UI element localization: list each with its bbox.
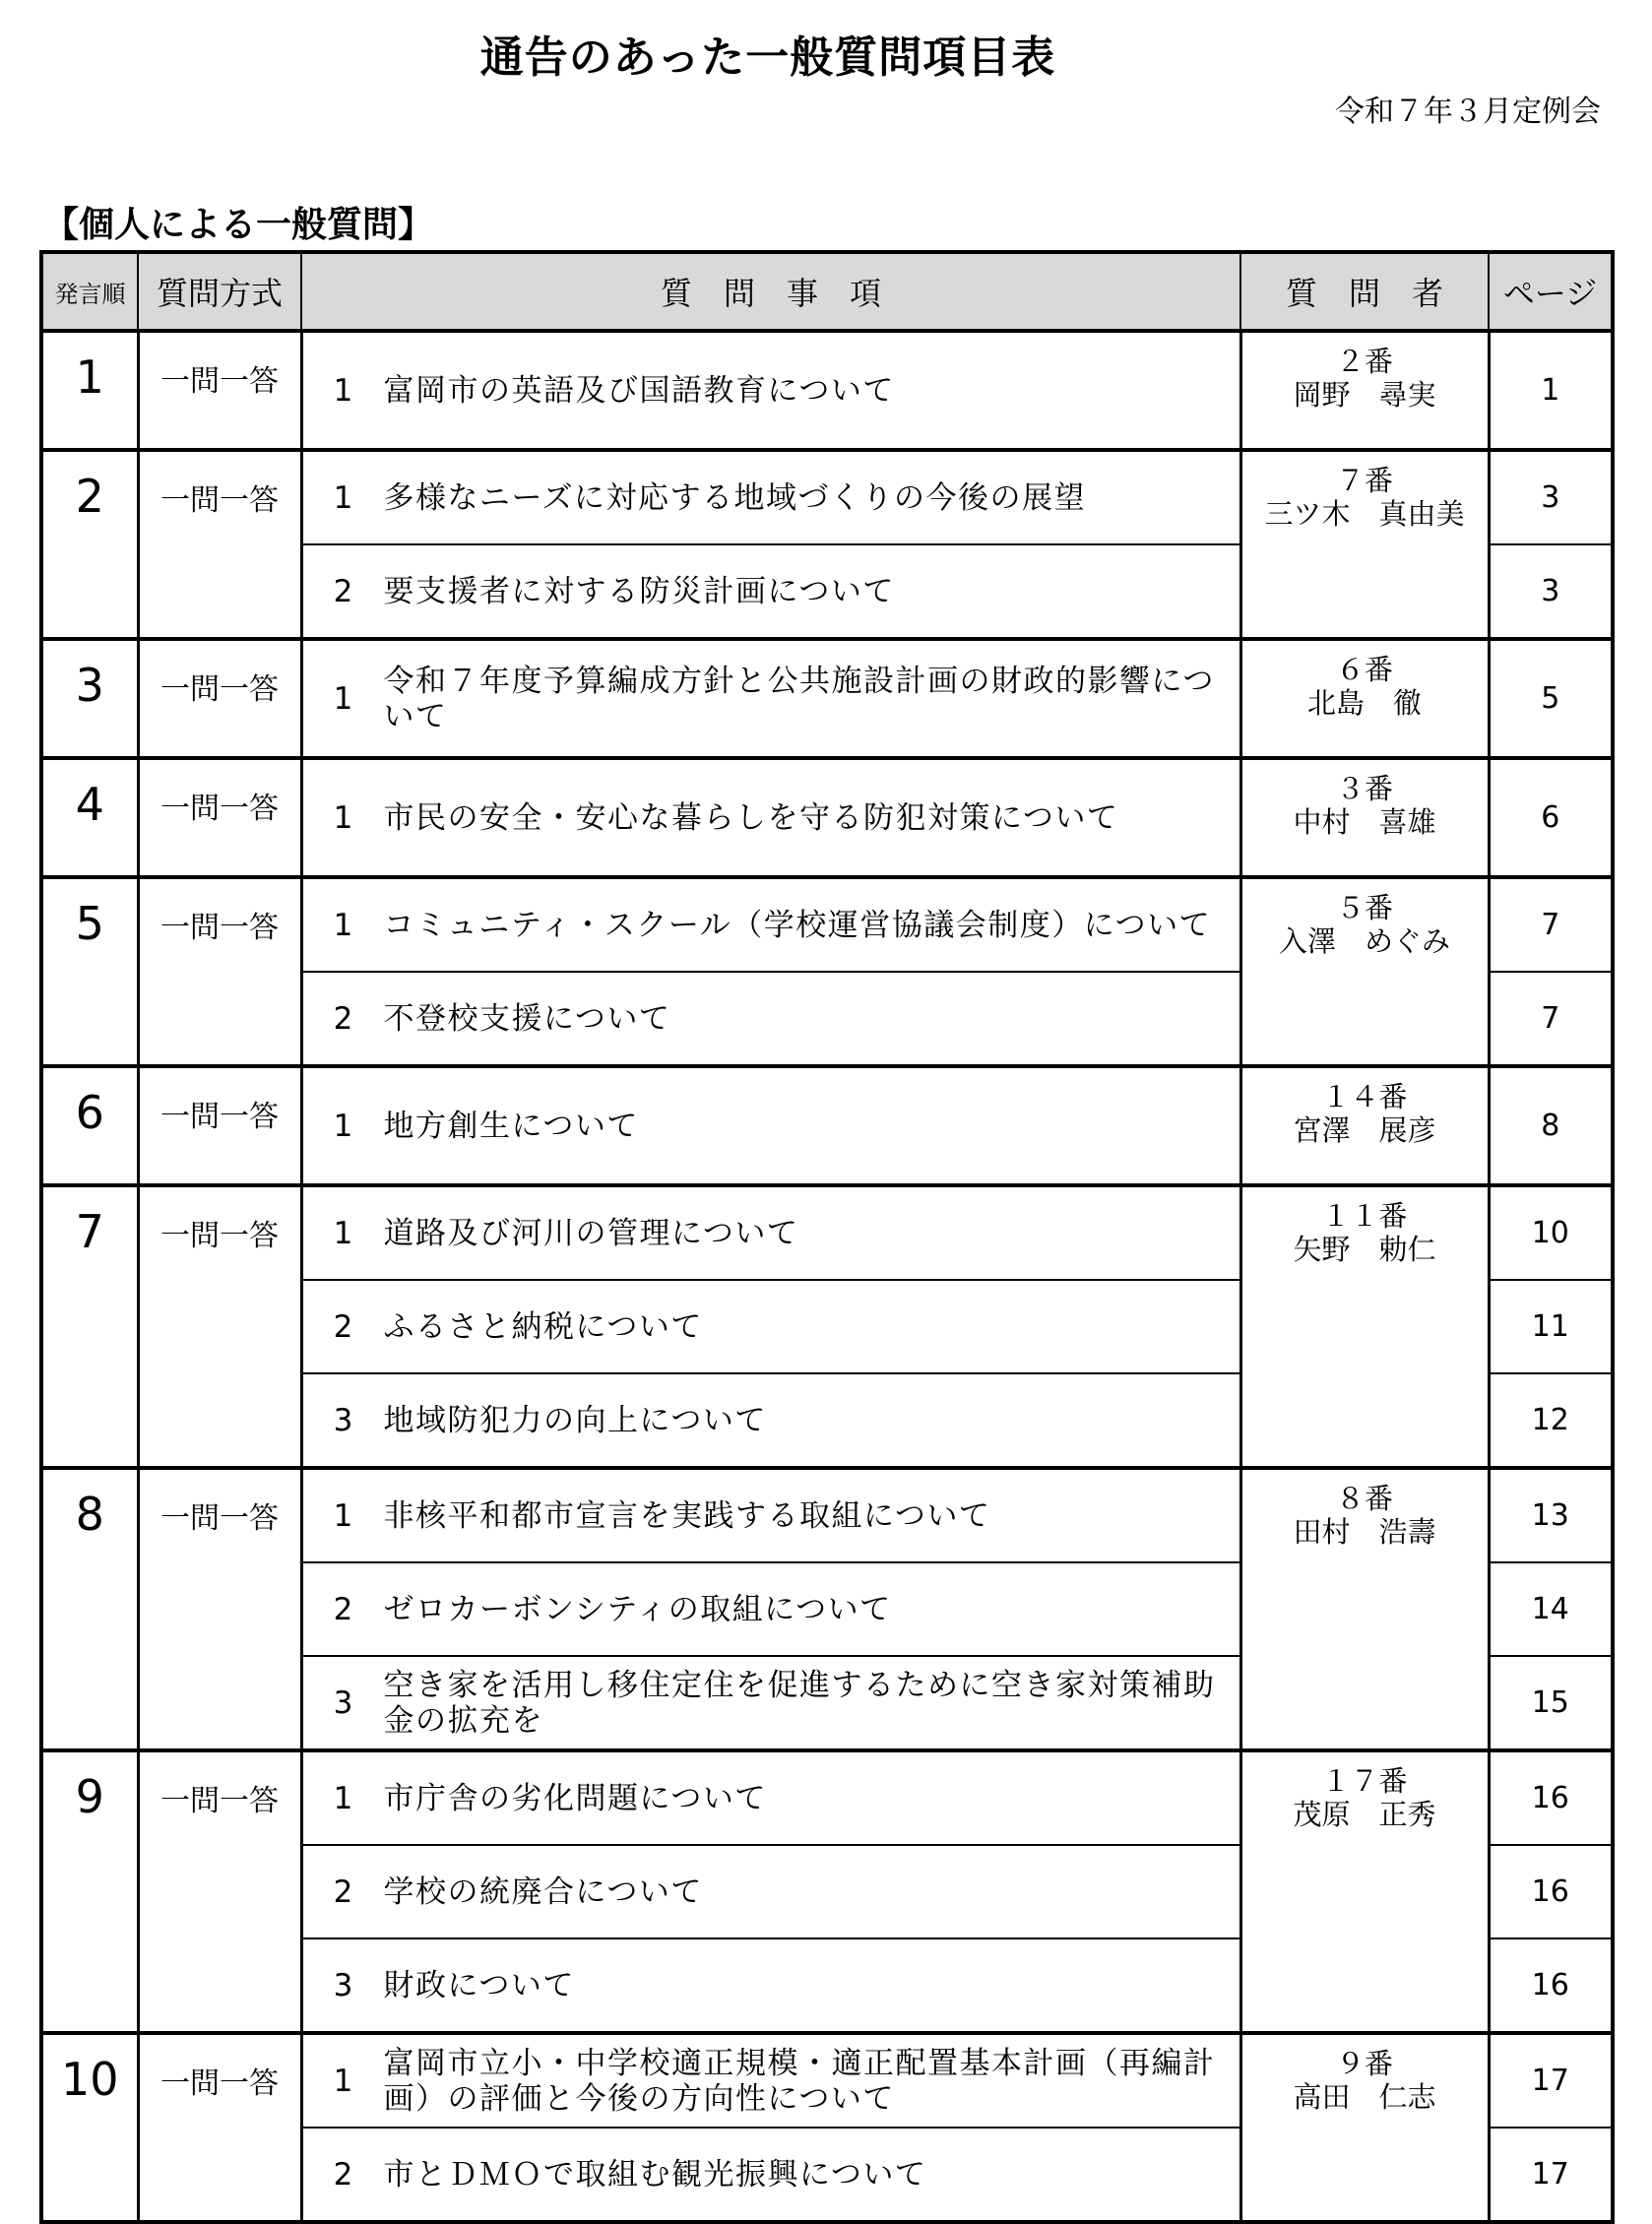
speaking-order: 9: [41, 1750, 138, 2033]
asker-name: 中村 喜雄: [1293, 805, 1436, 839]
item-text: 道路及び河川の管理について: [383, 1215, 799, 1251]
page-number: 16: [1489, 1750, 1613, 1845]
asker-name: 宮澤 展彦: [1293, 1113, 1436, 1147]
asker-name: 田村 浩壽: [1293, 1515, 1436, 1549]
question-table: [39, 250, 1615, 2224]
asker-cell: [1240, 331, 1489, 450]
question-subject: [301, 1750, 1240, 1845]
item-number: 1: [333, 799, 353, 836]
item-number: 2: [333, 1000, 353, 1037]
page-number: 16: [1489, 1938, 1613, 2033]
item-text: コミュニティ・スクール（学校運営協議会制度）について: [383, 907, 1212, 943]
asker-cell: [1240, 1185, 1489, 1468]
speaking-order: 3: [41, 639, 138, 758]
item-number: 1: [333, 680, 353, 717]
item-number: 3: [333, 1402, 353, 1438]
asker-cell: [1240, 758, 1489, 877]
subject-line: [303, 908, 1239, 943]
asker-seat-number: ２番: [1335, 345, 1393, 378]
item-text: 財政について: [383, 1967, 575, 2003]
page-number: 16: [1489, 1845, 1613, 1938]
question-subject: [301, 972, 1240, 1066]
item-text: 令和７年度予算編成方針と公共施設計画の財政的影響について: [383, 663, 1215, 734]
page-number: 12: [1489, 1373, 1613, 1468]
question-method: 一問一答: [138, 1750, 301, 2033]
subject-line: [303, 480, 1239, 516]
item-number: 2: [333, 1591, 353, 1627]
page-number: 17: [1489, 2128, 1613, 2222]
item-number: 1: [333, 2063, 353, 2099]
subject-line: [303, 1968, 1239, 2003]
item-number: 2: [333, 1874, 353, 1910]
asker-cell: [1240, 450, 1489, 639]
table-row: [41, 1185, 1613, 1280]
question-subject: [301, 1562, 1240, 1656]
table-row: [41, 331, 1613, 450]
asker-name: 矢野 勅仁: [1293, 1233, 1436, 1266]
asker-seat-number: ６番: [1335, 653, 1393, 686]
header-page: ページ: [1489, 252, 1613, 331]
table-row: [41, 639, 1613, 758]
item-number: 3: [333, 1684, 353, 1721]
item-text: ふるさと納税について: [383, 1308, 703, 1345]
asker-seat-number: ７番: [1335, 464, 1393, 497]
question-method: 一問一答: [138, 1066, 301, 1185]
asker-name: 岡野 尋実: [1293, 378, 1436, 412]
item-text: 市とＤＭＯで取組む観光振興について: [383, 2156, 927, 2192]
question-subject: [301, 544, 1240, 639]
item-text: 市庁舎の劣化問題について: [383, 1780, 767, 1816]
asker-cell: [1240, 877, 1489, 1066]
subject-line: [303, 1781, 1239, 1816]
item-text: 不登校支援について: [383, 1000, 671, 1037]
item-number: 1: [333, 372, 353, 409]
question-method: 一問一答: [138, 450, 301, 639]
question-subject: [301, 1656, 1240, 1750]
table-row: [41, 2033, 1613, 2128]
subject-line: [303, 2157, 1239, 2192]
page-number: 3: [1489, 544, 1613, 639]
asker-cell: [1240, 2033, 1489, 2222]
subject-line: [303, 1403, 1239, 1438]
page-number: 6: [1489, 758, 1613, 877]
header-row: [41, 252, 1613, 331]
question-method: 一問一答: [138, 1468, 301, 1750]
question-subject: [301, 1373, 1240, 1468]
question-subject: [301, 639, 1240, 758]
page-number: 7: [1489, 877, 1613, 972]
subject-line: [303, 800, 1239, 836]
asker-name: 入澤 めぐみ: [1278, 924, 1450, 958]
item-number: 1: [333, 907, 353, 943]
subject-line: [303, 574, 1239, 609]
question-subject: [301, 1280, 1240, 1373]
table-row: [41, 1468, 1613, 1562]
asker-cell: [1240, 1066, 1489, 1185]
subject-line: [303, 1309, 1239, 1345]
asker-cell: [1240, 639, 1489, 758]
question-subject: [301, 758, 1240, 877]
question-subject: [301, 877, 1240, 972]
table-row: [41, 450, 1613, 544]
question-subject: [301, 2033, 1240, 2128]
question-method: 一問一答: [138, 639, 301, 758]
header-order: 発言順: [41, 252, 138, 331]
subject-line: [303, 1592, 1239, 1627]
asker-name: 北島 徹: [1306, 686, 1422, 720]
asker-seat-number: ３番: [1335, 772, 1393, 805]
item-text: 富岡市の英語及び国語教育について: [383, 372, 895, 409]
page-number: 10: [1489, 1185, 1613, 1280]
question-subject: [301, 2128, 1240, 2222]
item-number: 3: [333, 1967, 353, 2003]
item-number: 2: [333, 1308, 353, 1345]
item-number: 1: [333, 1108, 353, 1144]
item-text: 多様なニーズに対応する地域づくりの今後の展望: [383, 479, 1086, 516]
asker-name: 三ツ木 真由美: [1264, 497, 1465, 531]
item-text: 学校の統廃合について: [383, 1874, 703, 1910]
question-subject: [301, 1066, 1240, 1185]
asker-name: 高田 仁志: [1293, 2080, 1436, 2114]
question-subject: [301, 1185, 1240, 1280]
page-number: 14: [1489, 1562, 1613, 1656]
page-number: 5: [1489, 639, 1613, 758]
item-text: 要支援者に対する防災計画について: [383, 573, 895, 609]
item-text: 地域防犯力の向上について: [383, 1402, 767, 1438]
subject-line: [303, 664, 1239, 734]
asker-seat-number: １１番: [1321, 1199, 1408, 1233]
table-row: [41, 877, 1613, 972]
speaking-order: 5: [41, 877, 138, 1066]
subject-line: [303, 1001, 1239, 1037]
subject-line: [303, 373, 1239, 409]
item-number: 1: [333, 1780, 353, 1816]
table-row: [41, 1066, 1613, 1185]
subject-line: [303, 1109, 1239, 1144]
table-row: [41, 1750, 1613, 1845]
speaking-order: 10: [41, 2033, 138, 2222]
asker-seat-number: １４番: [1321, 1080, 1408, 1113]
item-text: 空き家を活用し移住定住を促進するために空き家対策補助金の拡充を: [383, 1667, 1216, 1739]
item-text: 市民の安全・安心な暮らしを守る防犯対策について: [383, 799, 1119, 836]
page-number: 13: [1489, 1468, 1613, 1562]
question-subject: [301, 450, 1240, 544]
item-text: 非核平和都市宣言を実践する取組について: [383, 1497, 991, 1534]
asker-cell: [1240, 1468, 1489, 1750]
item-text: 地方創生について: [383, 1108, 639, 1144]
question-method: 一問一答: [138, 2033, 301, 2222]
page-number: 17: [1489, 2033, 1613, 2128]
page-number: 11: [1489, 1280, 1613, 1373]
page-number: 15: [1489, 1656, 1613, 1750]
item-number: 1: [333, 1497, 353, 1534]
item-number: 1: [333, 1215, 353, 1251]
question-subject: [301, 1938, 1240, 2033]
speaking-order: 8: [41, 1468, 138, 1750]
item-text: ゼロカーボンシティの取組について: [383, 1591, 892, 1627]
speaking-order: 7: [41, 1185, 138, 1468]
header-method: 質問方式: [138, 252, 301, 331]
asker-seat-number: １７番: [1321, 1764, 1408, 1798]
page-number: 8: [1489, 1066, 1613, 1185]
item-number: 2: [333, 2156, 353, 2192]
subject-line: [303, 1668, 1239, 1739]
asker-cell: [1240, 1750, 1489, 2033]
table-body: [41, 331, 1613, 2222]
question-method: 一問一答: [138, 331, 301, 450]
section-title: 【個人による一般質問】: [43, 205, 434, 245]
subject-line: [303, 2046, 1239, 2117]
page-number: 1: [1489, 331, 1613, 450]
question-method: 一問一答: [138, 1185, 301, 1468]
page-number: 3: [1489, 450, 1613, 544]
question-subject: [301, 1845, 1240, 1938]
subject-line: [303, 1216, 1239, 1251]
asker-seat-number: ５番: [1335, 891, 1393, 924]
subject-line: [303, 1498, 1239, 1534]
item-text: 富岡市立小・中学校適正規模・適正配置基本計画（再編計画）の評価と今後の方向性について: [383, 2045, 1216, 2117]
asker-seat-number: ９番: [1335, 2047, 1393, 2080]
session-date: 令和７年３月定例会: [1335, 95, 1601, 129]
item-number: 2: [333, 573, 353, 609]
item-number: 1: [333, 479, 353, 516]
header-asker: 質 問 者: [1240, 252, 1489, 331]
speaking-order: 1: [41, 331, 138, 450]
speaking-order: 6: [41, 1066, 138, 1185]
header-subject: 質 問 事 項: [301, 252, 1240, 331]
document-title: 通告のあった一般質問項目表: [479, 32, 1056, 83]
table-row: [41, 758, 1613, 877]
question-subject: [301, 331, 1240, 450]
asker-name: 茂原 正秀: [1293, 1798, 1436, 1831]
speaking-order: 2: [41, 450, 138, 639]
subject-line: [303, 1875, 1239, 1910]
question-subject: [301, 1468, 1240, 1562]
asker-seat-number: ８番: [1335, 1482, 1393, 1515]
question-method: 一問一答: [138, 877, 301, 1066]
question-method: 一問一答: [138, 758, 301, 877]
page-number: 7: [1489, 972, 1613, 1066]
speaking-order: 4: [41, 758, 138, 877]
